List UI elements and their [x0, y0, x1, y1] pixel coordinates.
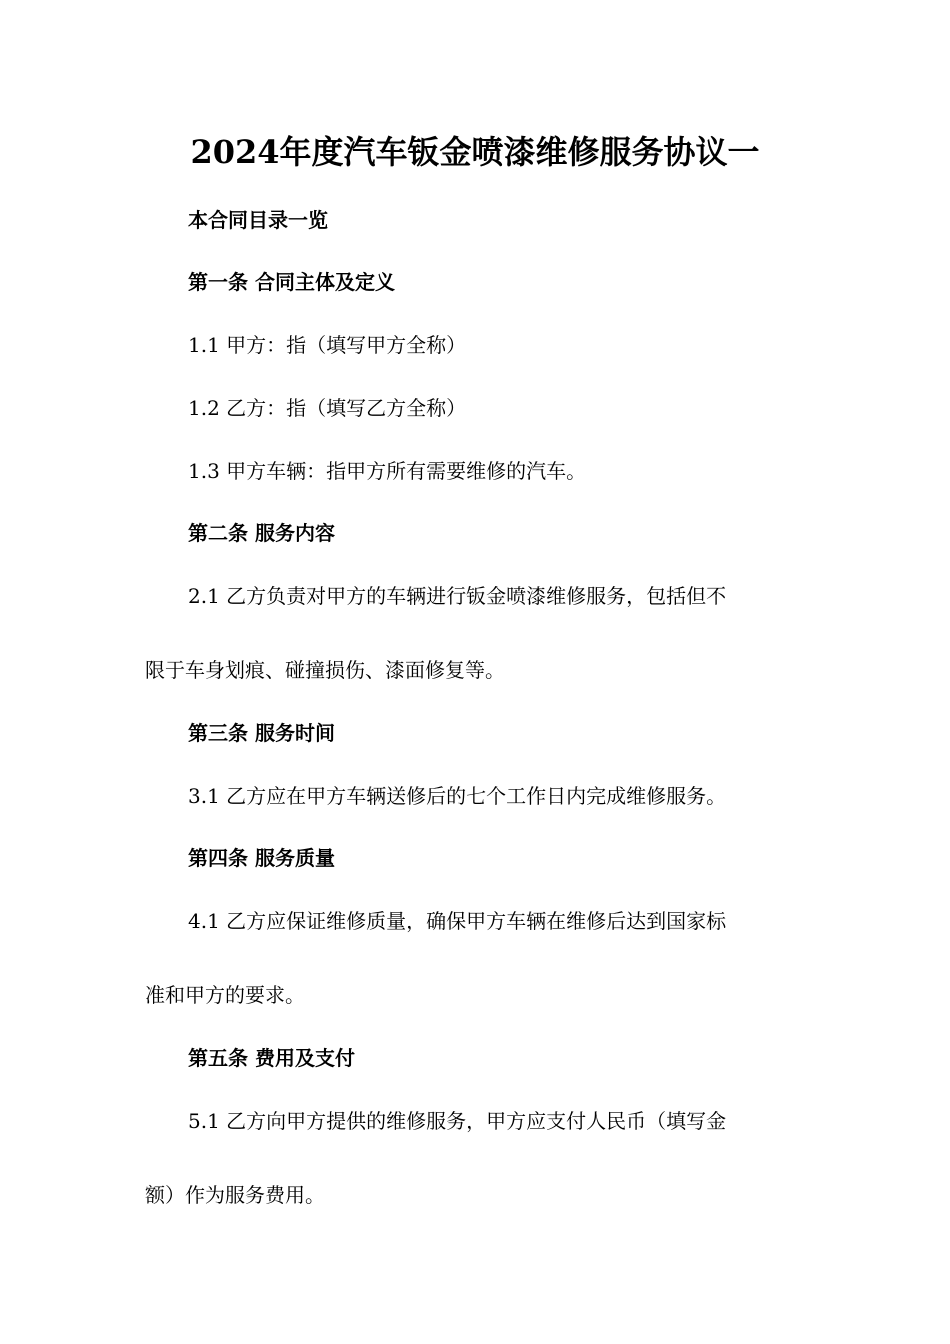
article-3-clause-1: 3.1 乙方应在甲方车辆送修后的七个工作日内完成维修服务。 [188, 784, 727, 808]
article-1-clause-3: 1.3 甲方车辆：指甲方所有需要维修的汽车。 [188, 459, 587, 483]
toc-heading: 本合同目录一览 [188, 208, 328, 232]
document-title: 2024年度汽车钣金喷漆维修服务协议一 [190, 133, 760, 171]
article-1-clause-1: 1.1 甲方：指（填写甲方全称） [188, 333, 467, 357]
article-3-heading: 第三条 服务时间 [188, 721, 335, 745]
article-5-heading: 第五条 费用及支付 [188, 1046, 355, 1070]
article-1-clause-2: 1.2 乙方：指（填写乙方全称） [188, 396, 467, 420]
article-4-clause-1-line-1: 4.1 乙方应保证维修质量，确保甲方车辆在维修后达到国家标 [188, 909, 727, 933]
article-4-clause-1-line-2: 准和甲方的要求。 [145, 983, 305, 1007]
article-2-clause-1-line-1: 2.1 乙方负责对甲方的车辆进行钣金喷漆维修服务，包括但不 [188, 584, 727, 608]
article-5-clause-1-line-2: 额）作为服务费用。 [145, 1183, 325, 1207]
article-2-heading: 第二条 服务内容 [188, 521, 335, 545]
article-5-clause-1-line-1: 5.1 乙方向甲方提供的维修服务，甲方应支付人民币（填写金 [188, 1109, 727, 1133]
article-1-heading: 第一条 合同主体及定义 [188, 270, 395, 294]
article-2-clause-1-line-2: 限于车身划痕、碰撞损伤、漆面修复等。 [145, 658, 505, 682]
article-4-heading: 第四条 服务质量 [188, 846, 335, 870]
